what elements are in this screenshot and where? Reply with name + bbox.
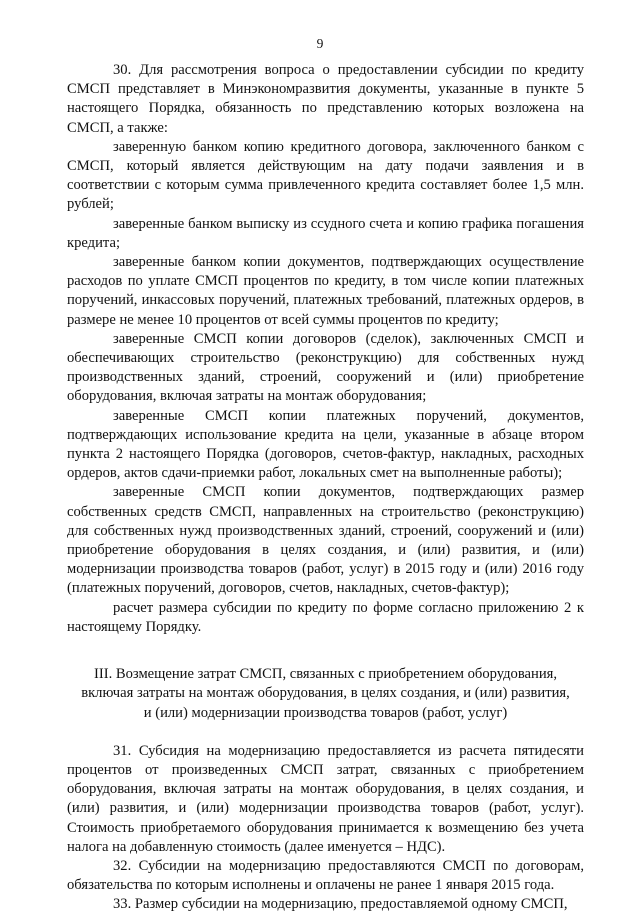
paragraph-own-funds: заверенные СМСП копии документов, подтверждающих размер собственных средств СМСП, направленных на строительство (реконструкцию) для собственных нужд производственных зданий, строений, сооружений и (или) приобретение оборудования в целях создания, и (или) развития, и (или) модернизации производства товаров (работ, услуг) в 2015 году и (или) 2016 году (платежных поручений, договоров, счетов, накладных, счетов-фактур); [67, 484, 584, 597]
paragraph-30: 30. Для рассмотрения вопроса о предоставлении субсидии по кредиту СМСП представляет в Минэкономразвития документы, указанные в пункте 5 настоящего Порядка, обязанность по представлению которых возложена на СМСП, а также: [67, 62, 584, 136]
spacer [67, 723, 584, 742]
section-heading-line: III. Возмещение затрат СМСП, связанных с приобретением оборудования, [93, 666, 558, 683]
paragraph-31: 31. Субсидия на модернизацию предоставляется из расчета пятидесяти процентов от произведенных СМСП затрат, связанных с приобретением оборудования, включая затраты на монтаж оборудования, в целях создания, и (или) развития, и (или) модернизации производства товаров (работ, услуг). Стоимость приобретаемого оборудования принимается к возмещению без учета налога на добавленную стоимость (далее именуется – НДС). [67, 742, 584, 855]
paragraph-payment-orders: заверенные СМСП копии платежных поручений, документов, подтверждающих использование кредита на цели, указанные в абзаце втором пункта 2 настоящего Порядка (договоров, счетов-фактур, накладных, расходных ордеров, актов сдачи-приемки работ, локальных смет на выполненные работы); [67, 407, 584, 482]
section-heading-line: и (или) модернизации производства товаров (работ, услуг) [143, 704, 508, 721]
paragraph-interest-payments: заверенные банком копии документов, подтверждающих осуществление расходов по уплате СМСП процентов по кредиту, в том числе копии платежных поручений, инкассовых поручений, платежных требований, платежных ордеров, в размере не менее 10 процентов от всей суммы процентов по кредиту; [67, 254, 584, 328]
section-heading-iii [67, 665, 584, 723]
paragraph-loan-statement: заверенные банком выписку из ссудного счета и копию графика погашения кредита; [67, 215, 584, 251]
document-body [67, 61, 584, 915]
paragraph-loan-agreement: заверенную банком копию кредитного договора, заключенного банком с СМСП, который является действующим на дату подачи заявления и в соответствии с которым сумма привлеченного кредита составляет более 1,5 млн. рублей; [67, 138, 584, 213]
paragraph-33: 33. Размер субсидии на модернизацию, предоставляемой одному СМСП, [113, 896, 568, 913]
paragraph-32: 32. Субсидии на модернизацию предоставляются СМСП по договорам, обязательства по которым исполнены и оплачены не ранее 1 января 2015 года. [67, 857, 584, 894]
paragraph-contracts: заверенные СМСП копии договоров (сделок), заключенных СМСП и обеспечивающих строительство (реконструкцию) для собственных нужд производственных зданий, строений, сооружений и (или) приобретение оборудования, включая затраты на монтаж оборудования; [67, 330, 584, 405]
page-number: 9 [316, 36, 324, 51]
section-heading-line: включая затраты на монтаж оборудования, в целях создания, и (или) развития, [81, 685, 570, 702]
paragraph-subsidy-calculation: расчет размера субсидии по кредиту по форме согласно приложению 2 к настоящему Порядку. [67, 599, 584, 635]
